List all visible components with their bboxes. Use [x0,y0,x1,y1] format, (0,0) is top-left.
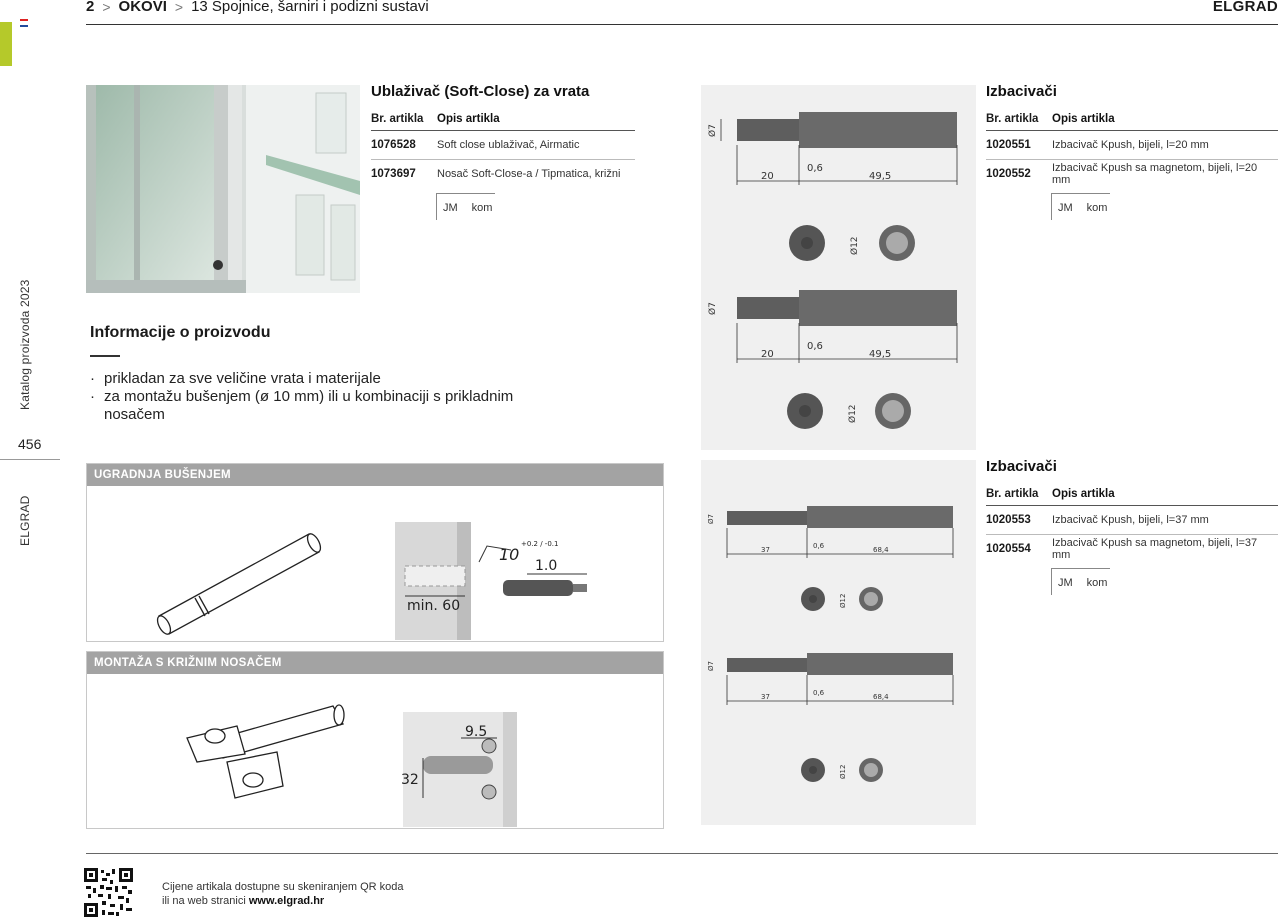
article-code: 1020551 [986,139,1031,151]
page-number: 456 [18,436,42,452]
article-desc: Izbacivač Kpush, bijeli, l=37 mm [1052,514,1209,526]
article-desc: Izbacivač Kpush sa magnetom, bijeli, l=37 mm [1052,537,1258,561]
dim-head-diameter: Ø12 [850,236,860,255]
chevron-right-icon: > [102,0,111,15]
panel-cross-mount [86,651,664,829]
dim-spacing: 32 [401,772,419,788]
header-brand: ELGRAD [1212,0,1278,15]
website-link[interactable]: www.elgrad.hr [248,895,325,907]
dim-length-b: 68,4 [873,546,889,554]
softclose-title: Ublaživač (Soft-Close) za vrata [371,83,590,100]
dim-body-diameter: Ø7 [707,514,715,524]
footer-line: Cijene artikala dostupne su skeniranjem QR koda [162,881,404,893]
table-row[interactable] [986,506,1278,535]
table-header [371,113,635,131]
article-code: 1020554 [986,543,1031,555]
list-item: · prikladan za sve veličine vrata i materijale [90,370,560,388]
unit-box [436,193,495,220]
col-code-header: Br. artikla [986,113,1039,125]
footer-prefix: ili na web stranici [162,895,249,907]
unit-label: JM [443,202,458,214]
unit-box [1051,193,1110,220]
page-header [86,0,1278,25]
unit-value: kom [1086,202,1108,214]
product-photo [86,85,360,293]
col-code-header: Br. artikla [371,113,424,125]
izbacivaci-title: Izbacivači [986,83,1057,100]
dim-body-diameter: Ø7 [708,124,718,137]
unit-box [1051,568,1110,595]
breadcrumb-chapter[interactable]: OKOVI [118,0,167,15]
izbacivaci-table [986,113,1278,188]
dim-length-a: 37 [761,693,770,701]
chevron-right-icon: > [174,0,184,15]
qr-code-icon[interactable] [84,868,133,917]
dim-length-b: 49,5 [869,171,892,182]
info-bullets [90,370,560,424]
dim-head-diameter: Ø12 [839,764,847,779]
dim-head-diameter: Ø12 [848,404,858,423]
unit-value: kom [1086,577,1108,589]
article-code: 1076528 [371,139,416,151]
col-desc-header: Opis artikla [437,113,500,125]
dim-head-diameter: Ø12 [839,593,847,608]
table-row[interactable] [986,535,1278,563]
dim-depth: 10 [499,545,520,564]
article-desc: Izbacivač Kpush, bijeli, l=20 mm [1052,139,1209,151]
panel-drilling [86,463,664,642]
dim-gap: 0,6 [807,163,823,174]
unit-value: kom [471,202,493,214]
article-code: 1020553 [986,514,1031,526]
rail-catalog-label: Katalog proizvoda 2023 [18,279,32,410]
unit-label: JM [1058,577,1073,589]
footer-divider [86,853,1278,854]
article-code: 1073697 [371,168,416,180]
breadcrumb [86,0,429,15]
dim-gap: 0,6 [813,689,825,697]
table-row[interactable] [371,131,635,160]
unit-label: JM [1058,202,1073,214]
breadcrumb-chapter-num[interactable]: 2 [86,0,95,15]
table-row[interactable] [371,160,635,188]
technical-drawing-37mm [701,460,976,825]
panel-title: MONTAŽA S KRIŽNIM NOSAČEM [87,652,663,674]
dim-body-diameter: Ø7 [707,661,715,671]
article-desc: Izbacivač Kpush sa magnetom, bijeli, l=20 mm [1052,162,1258,186]
dim-body-diameter: Ø7 [708,302,718,315]
dim-length-b: 68,4 [873,693,889,701]
col-desc-header: Opis artikla [1052,488,1115,500]
info-underline [90,355,120,357]
breadcrumb-section[interactable]: 13 Spojnice, šarniri i podizni sustavi [191,0,429,15]
dim-length-a: 37 [761,546,770,554]
drilling-illustration [87,486,663,640]
cross-mount-illustration [87,674,663,827]
article-desc: Soft close ublaživač, Airmatic [437,139,580,151]
table-header [986,488,1278,506]
rail-accent-bar [0,22,12,66]
table-row[interactable] [986,131,1278,160]
dim-length-b: 49,5 [869,349,892,360]
dim-length-a: 20 [761,349,774,360]
table-header [986,113,1278,131]
dim-offset: 9.5 [465,724,488,740]
article-desc: Nosač Soft-Close-a / Tipmatica, križni [437,168,621,180]
dim-tolerance: +0.2 / -0.1 [521,540,559,548]
dim-gap: 0,6 [807,341,823,352]
table-row[interactable] [986,160,1278,188]
footer-line [162,894,404,908]
article-code: 1020552 [986,168,1031,180]
softclose-table [371,113,635,188]
list-item: · za montažu bušenjem (ø 10 mm) ili u kombinaciji s prikladnim nosačem [90,388,560,424]
rail-brand-label: ELGRAD [18,495,32,546]
dim-min: min. 60 [407,598,461,614]
izbacivaci-table [986,488,1278,563]
technical-drawing-20mm [701,85,976,450]
info-title: Informacije o proizvodu [90,324,271,341]
dim-gap: 0,6 [813,542,825,550]
panel-title: UGRADNJA BUŠENJEM [87,464,663,486]
izbacivaci-title: Izbacivači [986,458,1057,475]
dim-length-a: 20 [761,171,774,182]
col-desc-header: Opis artikla [1052,113,1115,125]
col-code-header: Br. artikla [986,488,1039,500]
dim-gap: 1.0 [535,558,558,574]
rail-divider [0,459,60,460]
footer-text [162,880,404,908]
flag-icon [20,19,28,27]
